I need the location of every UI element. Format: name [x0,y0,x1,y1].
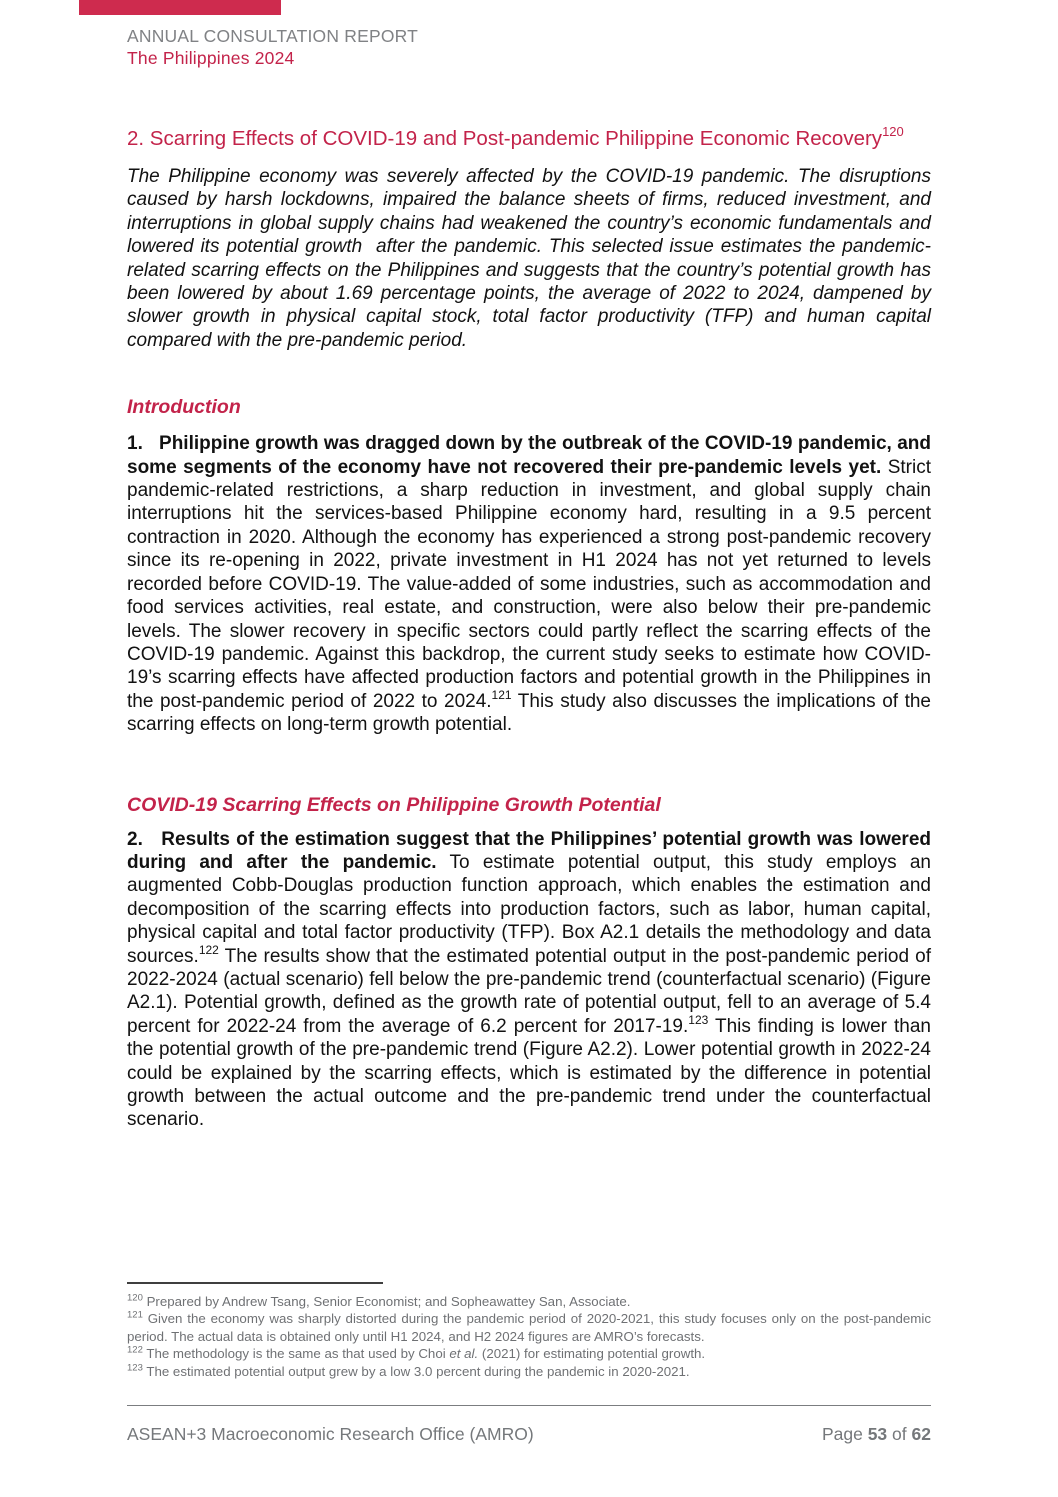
paragraph-1-lead: 1. Philippine growth was dragged down by the outbreak of the COVID-19 pandemic, and some segments of the economy have not recovered their pre-pandemic levels yet. [127,433,931,478]
footnote-120 [127,1293,931,1310]
footnote-122-number: 122 [127,1344,143,1356]
paragraph-2-text-b: The results show that the estimated potential output in the post-pandemic period of 2022-2024 (actual scenario) fell below the pre-pandemic trend (counterfactual scenario) (Figure A2.1). Potential growth, defined as the growth rate of potential output, fell to an average of 5.4 percent for 2022-24 from the average of 6.2 percent for 2017-19. [127,945,931,1037]
footnote-122-text-after: (2021) for estimating potential growth. [478,1346,706,1362]
footnote-ref-121: 121 [491,688,512,703]
footnote-121-number: 121 [127,1309,143,1321]
document-body [127,124,931,1132]
paragraph-2-text-a: To estimate potential output, this study employs an augmented Cobb-Douglas production function approach, which enables the estimation and decomposition of the scarring effects into production factors, such as labor, human capital, physical capital and total factor productivity (TFP). Box A2.1 details the methodology and data sources. [127,851,931,967]
paragraph-2-text-c: This finding is lower than the potential growth of the pre-pandemic trend (Figure A2.2). Lower potential growth in 2022-24 could be explained by the scarring effects, which is estimated by the difference in potential growth between the actual outcome and the pre-pandemic trend under the counterfactual scenario. [127,1015,931,1131]
footnote-ref-122: 122 [198,943,219,958]
brand-color-bar [79,0,281,15]
section-title-text: 2. Scarring Effects of COVID-19 and Post-pandemic Philippine Economic Recovery [127,127,883,150]
paragraph-2 [127,828,931,1132]
footnote-122-text-before: The methodology is the same as that used by Choi [146,1346,450,1362]
footer-of-label: of [892,1424,907,1444]
footnote-120-text: Prepared by Andrew Tsang, Senior Economist; and Sopheawattey San, Associate. [146,1294,631,1309]
footnote-121-text: Given the economy was sharply distorted during the pandemic period of 2020-2021, this study focuses only on the post-pandemic period. The actual data is obtained only until H1 2024, and H2 2024 figures are AMRO’s forecasts. [127,1311,931,1344]
paragraph-1 [127,432,931,736]
footnote-ref-123: 123 [688,1013,709,1028]
heading-introduction: Introduction [127,396,241,419]
page-header [127,25,418,69]
footer-page-label: Page [821,1424,863,1444]
paragraph-1-text-a: Strict pandemic-related restrictions, a sharp reduction in investment, and global supply chain interruptions hit the services-based Philippine economy hard, resulting in a 9.5 percent contraction in 2020. Although the economy has experienced a strong post-pandemic recovery since its re-opening in 2022, private investment in H1 2024 has not yet returned to levels recorded before COVID-19. The value-added of some industries, such as accommodation and food services activities, real estate, and construction, were also below their pre-pandemic levels. The slower recovery in specific sectors could partly reflect the scarring effects of the COVID-19 pandemic. Against this backdrop, the current study seeks to estimate how COVID-19’s scarring effects have affected production factors and potential growth in the Philippines in the post-pandemic period of 2022 to 2024. [127,456,931,712]
footer-page-total: 62 [911,1424,931,1444]
abstract-paragraph: The Philippine economy was severely affected by the COVID-19 pandemic. The disruptions caused by harsh lockdowns, impaired the balance sheets of firms, reduced investment, and interruptions in global supply chains had weakened the country’s economic fundamentals and lowered its potential growth after the pandemic. This selected issue estimates the pandemic-related scarring effects on the Philippines and suggests that the country’s potential growth has been lowered by about 1.69 percentage points, the average of 2022 to 2024, dampened by slower growth in physical capital stock, total factor productivity (TFP) and human capital compared with the pre-pandemic period. [127,166,931,351]
footer-page-number: 53 [867,1424,888,1444]
footnote-123-text: The estimated potential output grew by a low 3.0 percent during the pandemic in 2020-2021. [146,1363,690,1379]
footnote-121 [127,1310,931,1345]
footnote-separator-rule [127,1282,383,1284]
report-title: ANNUAL CONSULTATION REPORT [127,26,419,46]
paragraph-1-text-b: This study also discusses the implications of the scarring effects on long-term growth potential. [127,690,931,736]
report-subtitle: The Philippines 2024 [127,48,295,68]
footer-organization: ASEAN+3 Macroeconomic Research Office (AMRO) [127,1424,534,1444]
footer-row [127,1424,931,1445]
footnote-120-number: 120 [127,1292,143,1304]
section-title [127,124,931,151]
footer-page-indicator [822,1424,931,1445]
footnotes-section [127,1282,931,1380]
footnote-ref-120: 120 [882,124,904,140]
footnote-122 [127,1345,931,1362]
page-footer [127,1405,931,1445]
footnote-123 [127,1363,931,1380]
footnote-122-italic: et al. [449,1346,479,1362]
paragraph-2-lead: 2. Results of the estimation suggest that the Philippines’ potential growth was lowered during and after the pandemic. [127,828,931,873]
footnote-123-number: 123 [127,1362,143,1374]
heading-scarring-effects: COVID-19 Scarring Effects on Philippine Growth Potential [127,793,661,816]
